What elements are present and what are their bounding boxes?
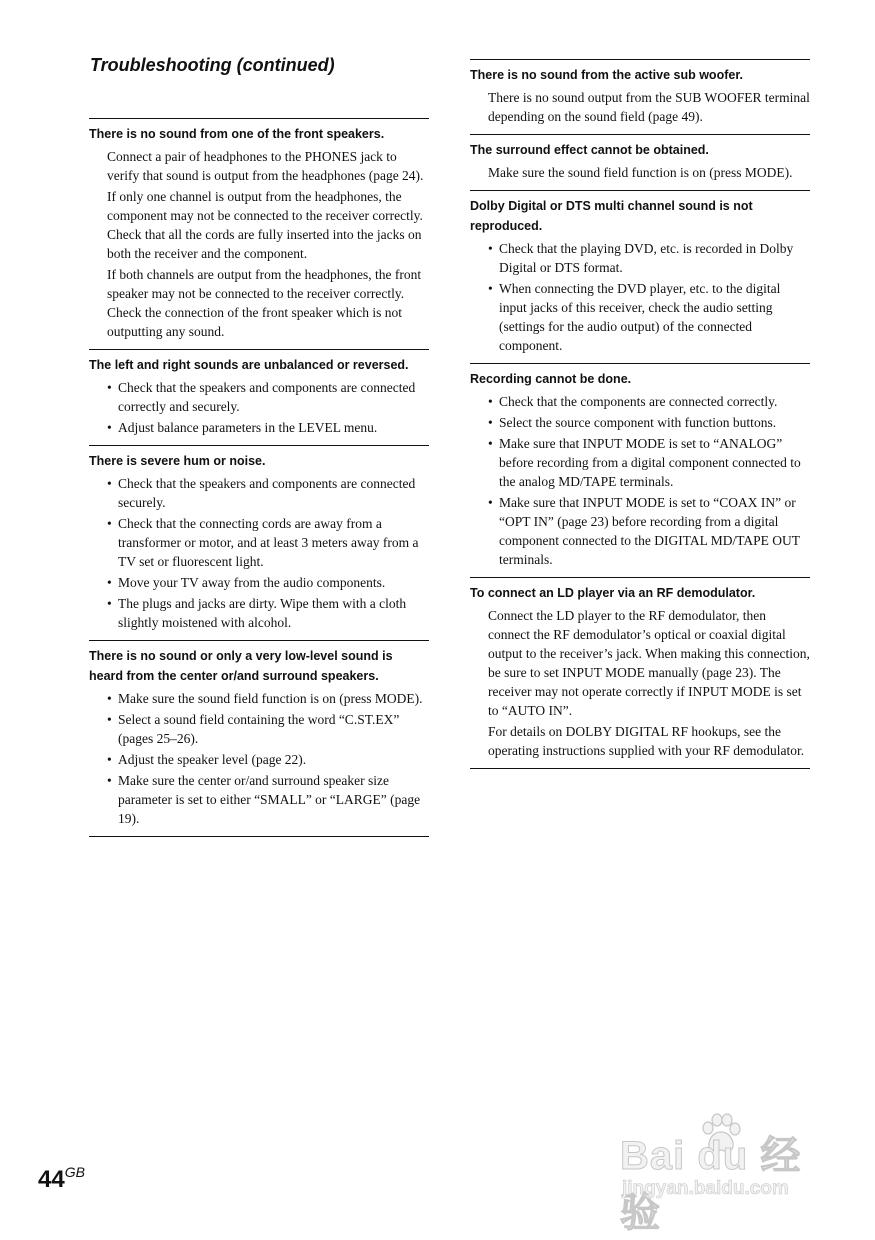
section-paragraph: Connect a pair of headphones to the PHONES jack to verify that sound is output from the headphones (page 24). — [107, 149, 424, 183]
bullet-item: • Check that the connecting cords are away from a transformer or motor, and at least 3 meters away from a TV set or fluorescent light. — [107, 514, 429, 571]
bullet-item: • Select a sound field containing the word “C.ST.EX” (pages 25–26). — [107, 710, 429, 748]
section-paragraph: There is no sound output from the SUB WOOFER terminal depending on the sound field (page 49). — [488, 90, 810, 124]
bullet-list — [89, 689, 429, 828]
troubleshooting-section — [89, 349, 429, 445]
troubleshooting-section — [470, 59, 810, 134]
bullet-item: • Adjust the speaker level (page 22). — [107, 750, 429, 769]
right-column — [470, 59, 810, 769]
bullet-item: • Check that the components are connected correctly. — [488, 392, 810, 411]
bullet-list — [89, 474, 429, 632]
section-paragraph: If both channels are output from the headphones, the front speaker may not be connected to the receiver correctly. Check the connection of the front speaker which is not outputting any sound. — [107, 267, 422, 339]
troubleshooting-section — [470, 577, 810, 769]
troubleshooting-section — [470, 363, 810, 577]
bullet-item: • Check that the speakers and components are connected securely. — [107, 474, 429, 512]
section-paragraph: If only one channel is output from the headphones, the component may not be connected to the receiver correctly. Check that all the cords are fully inserted into the jacks on both the receiver and the component. — [107, 189, 423, 261]
bullet-item: • The plugs and jacks are dirty. Wipe them with a cloth slightly moistened with alcohol. — [107, 594, 429, 632]
bullet-item: • Adjust balance parameters in the LEVEL menu. — [107, 418, 429, 437]
section-heading: To connect an LD player via an RF demodulator. — [470, 586, 756, 600]
bullet-list — [470, 392, 810, 569]
page-title: Troubleshooting (continued) — [90, 55, 335, 75]
bullet-item: • Move your TV away from the audio components. — [107, 573, 429, 592]
section-heading: There is no sound or only a very low-level sound is heard from the center or/and surround speakers. — [89, 649, 393, 683]
left-column — [89, 118, 429, 837]
section-paragraph: For details on DOLBY DIGITAL RF hookups, see the operating instructions supplied with your RF demodulator. — [488, 724, 805, 758]
watermark-url: jingyan.baidu.com — [622, 1178, 789, 1199]
bullet-list — [89, 378, 429, 437]
section-heading: There is no sound from one of the front speakers. — [89, 127, 385, 141]
baidu-watermark — [620, 1112, 830, 1235]
section-heading: Dolby Digital or DTS multi channel sound is not reproduced. — [470, 199, 753, 233]
section-paragraph: Connect the LD player to the RF demodulator, then connect the RF demodulator’s optical or coaxial digital output to the receiver’s jack. When making this connection, be sure to set INPUT MODE manually (page 23). The receiver may not operate correctly if INPUT MODE is set to “AUTO IN”. — [488, 608, 810, 718]
bullet-item: • Select the source component with function buttons. — [488, 413, 810, 432]
troubleshooting-section — [89, 640, 429, 837]
bullet-item: • Check that the playing DVD, etc. is recorded in Dolby Digital or DTS format. — [488, 239, 810, 277]
watermark-brand: Bai du 经验 — [620, 1134, 802, 1235]
section-heading: The surround effect cannot be obtained. — [470, 143, 709, 157]
bullet-item: • When connecting the DVD player, etc. to the digital input jacks of this receiver, check the audio setting (settings for the audio output) of the connected component. — [488, 279, 810, 355]
troubleshooting-section — [470, 134, 810, 190]
page-number: $44^{GB}$ — [38, 1164, 85, 1193]
section-heading: There is severe hum or noise. — [89, 454, 266, 468]
bullet-item: • Make sure that INPUT MODE is set to “ANALOG” before recording from a digital component connected to the analog MD/TAPE terminals. — [488, 434, 810, 491]
page-number-suffix: GB — [64, 1164, 85, 1180]
section-heading: The left and right sounds are unbalanced or reversed. — [89, 358, 409, 372]
troubleshooting-section — [89, 118, 429, 349]
section-heading: There is no sound from the active sub woofer. — [470, 68, 743, 82]
bullet-list — [470, 239, 810, 355]
bullet-item: • Make sure the sound field function is on (press MODE). — [107, 689, 429, 708]
section-heading: Recording cannot be done. — [470, 372, 632, 386]
bullet-item: • Check that the speakers and components are connected correctly and securely. — [107, 378, 429, 416]
bullet-item: • Make sure that INPUT MODE is set to “COAX IN” or “OPT IN” (page 23) before recording from a digital component connected to the DIGITAL MD/TAPE OUT terminals. — [488, 493, 810, 569]
troubleshooting-section — [89, 445, 429, 640]
troubleshooting-section — [470, 190, 810, 363]
section-paragraph: Make sure the sound field function is on (press MODE). — [488, 165, 793, 180]
bullet-item: • Make sure the center or/and surround speaker size parameter is set to either “SMALL” or “LARGE” (page 19). — [107, 771, 429, 828]
